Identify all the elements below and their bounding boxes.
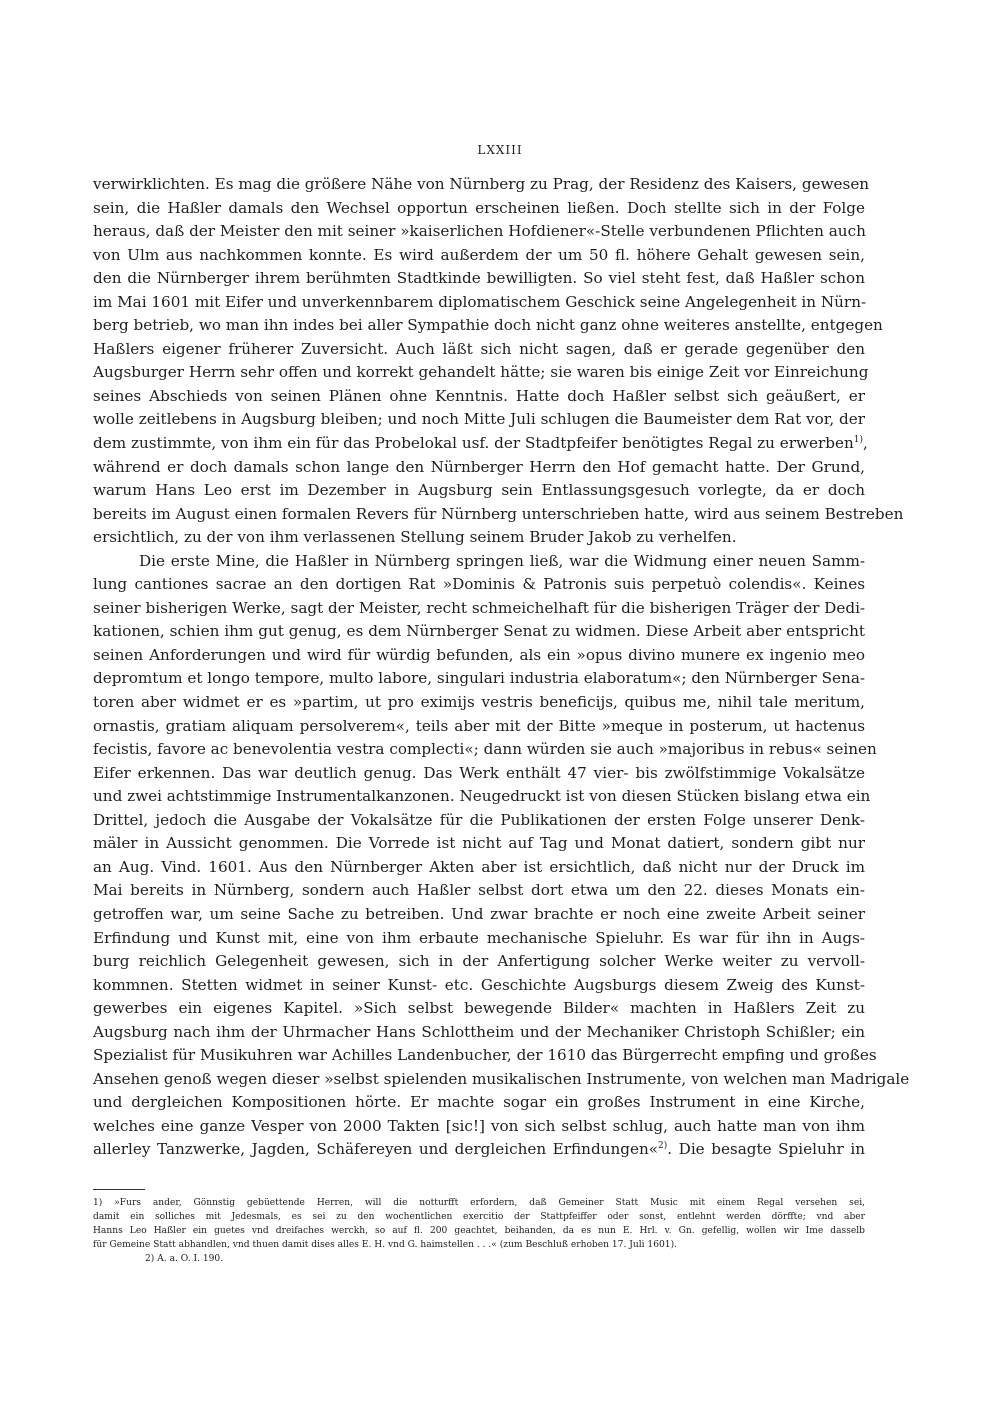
text-line: von Ulm aus nachkommen konnte. Es wird außerdem der um 50 fl. höhere Gehalt gewesen sein, [93,245,865,264]
text-line: getroffen war, um seine Sache zu betreiben. Und zwar brachte er noch eine zweite Arbeit seiner [93,904,865,923]
text-line: verwirklichten. Es mag die größere Nähe von Nürnberg zu Prag, der Residenz des Kaisers, gewesen [93,175,870,193]
text-line: Drittel, jedoch die Ausgabe der Vokalsätze für die Publikationen der ersten Folge unserer Denk- [93,810,865,829]
text-line: toren aber widmet er es »partim, ut pro eximijs vestris beneficijs, quibus me, nihil tale meritum, [93,693,865,712]
text-line: Augsburg nach ihm der Uhrmacher Hans Schlottheim und der Mechaniker Christoph Schißler; ein [93,1022,865,1041]
text-line: gewerbes ein eigenes Kapitel. »Sich selbst bewegende Bilder« machten in Haßlers Zeit zu [93,999,865,1018]
text-line: fecistis, favore ac benevolentia vestra complecti«; dann würden sie auch »majoribus in rebus« seinen [93,740,877,759]
text-line: ornastis, gratiam aliquam persolverem«, teils aber mit der Bitte »meque in posterum, ut hactenus [93,716,865,735]
text-line: und zwei achtstimmige Instrumentalkanzonen. Neugedruckt ist von diesen Stücken bislang etwa ein [93,787,871,806]
footnote-line: 1) »Furs ander, Gönnstig gebüettende Herren, will die notturfft erfordern, daß Gemeiner Statt Music mit einem Regal versehen sei, [93,1198,865,1208]
text-line: depromtum et longo tempore, multo labore, singulari industria elaboratum«; den Nürnberger Sena- [93,669,865,688]
text-line: welches eine ganze Vesper von 2000 Takten [sic!] von sich selbst schlug, auch hatte man von ihm [93,1116,865,1135]
text-line: heraus, daß der Meister den mit seiner »kaiserlichen Hofdiener«-Stelle verbundenen Pflichten auch [93,222,866,241]
line-text-part: . Die besagte Spieluhr in [667,1140,865,1159]
text-line: seiner bisherigen Werke, sagt der Meister, recht schmeichelhaft für die bisherigen Träger der Dedi- [93,598,866,617]
text-line: sein, die Haßler damals den Wechsel opportun erscheinen ließen. Doch stellte sich in der Folge [93,198,865,217]
text-line: Ansehen genoß wegen dieser »selbst spielenden musikalischen Instrumente, von welchen man Madrigale [93,1069,910,1088]
text-line: während er doch damals schon lange den Nürnberger Herrn den Hof gemacht hatte. Der Grund, [93,457,865,476]
footnote-divider [93,1189,145,1190]
text-line-with-footnote: dem zustimmte, von ihm ein für das Probelokal usf. der Stadtpfeifer benötigtes Regal zu erwerben$^{1)}$, [93,434,868,453]
text-line: Haßlers eigener früherer Zuversicht. Auch läßt sich nicht sagen, daß er gerade gegenüber den [93,339,865,358]
text-line: seinen Anforderungen und wird für würdig befunden, als ein »opus divino munere ex ingenio meo [93,645,865,664]
text-line: den die Nürnberger ihrem berühmten Stadtkinde bewilligten. So viel steht fest, daß Haßler schon [93,269,865,288]
main-text [93,173,910,1162]
text-line: burg reichlich Gelegenheit gewesen, sich in der Anfertigung solcher Werke weiter zu vervoll- [93,952,865,971]
text-line: seines Abschieds von seinen Plänen ohne Kenntnis. Hatte doch Haßler selbst sich geäußert, er [93,386,865,405]
text-line: wolle zeitlebens in Augsburg bleiben; und noch Mitte Juli schlugen die Baumeister dem Rat vor, der [93,410,865,429]
text-line: lung cantiones sacrae an den dortigen Rat »Dominis & Patronis suis perpetuò colendis«. Keines [93,575,865,594]
text-line: kationen, schien ihm gut genug, es dem Nürnberger Senat zu widmen. Diese Arbeit aber entspricht [93,622,865,641]
text-line: mäler in Aussicht genommen. Die Vorrede ist nicht auf Tag und Monat datiert, sondern gibt nur [93,834,865,853]
line-text: dem zustimmte, von ihm ein für das Probelokal usf. der Stadtpfeifer benötigtes Regal zu erwerben [93,434,854,453]
text-line: bereits im August einen formalen Revers für Nürnberg unterschrieben hatte, wird aus seinem Bestreben [93,504,904,523]
text-line: Erfindung und Kunst mit, eine von ihm erbaute mechanische Spieluhr. Es war für ihn in Augs- [93,928,865,947]
text-line: Spezialist für Musikuhren war Achilles Landenbucher, der 1610 das Bürgerrecht empfing und großes [93,1046,877,1065]
page-number: LXXIII [477,143,523,157]
text-line: und dergleichen Kompositionen hörte. Er machte sogar ein großes Instrument in eine Kirche, [93,1093,865,1112]
text-line-with-footnote [93,1138,865,1162]
footnote-ref-2: 2) [658,1141,668,1152]
footnote-ref-1: 1) [853,435,863,446]
text-line: kommnen. Stetten widmet in seiner Kunst- etc. Geschichte Augsburgs diesem Zweig des Kunst- [93,975,865,994]
paragraph-start-line: Die erste Mine, die Haßler in Nürnberg springen ließ, war die Widmung einer neuen Samm- [139,551,865,570]
footnote-line: für Gemeine Statt abhandlen, vnd thuen damit dises alles E. H. vnd G. haimstellen . . .« (zum Beschluß erhoben 17. Juli 1601). [93,1240,678,1250]
footnote-line: 2) A. a. O. I. 190. [145,1254,224,1264]
line-text-part: allerley Tanzwerke, Jagden, Schäfereyen und dergleichen Erfindungen« [93,1140,659,1159]
text-line: ersichtlich, zu der von ihm verlassenen Stellung seinem Bruder Jakob zu verhelfen. [93,528,737,547]
text-line: Eifer erkennen. Das war deutlich genug. Das Werk enthält 47 vier- bis zwölfstimmige Vokalsätze [93,763,865,782]
text-line: warum Hans Leo erst im Dezember in Augsburg sein Entlassungsgesuch vorlegte, da er doch [93,481,865,500]
text-line: Augsburger Herrn sehr offen und korrekt gehandelt hätte; sie waren bis einige Zeit vor Einreichung [93,363,869,382]
text-line: Mai bereits in Nürnberg, sondern auch Haßler selbst dort etwa um den 22. dieses Monats ein- [93,881,865,900]
footnote-line: Hanns Leo Haßler ein guetes vnd dreifaches werckh, so auf fl. 200 geachtet, beihanden, da es nun E. Hrl. v. Gn. gefellig, wollen wir Ime dasselb [93,1226,865,1236]
text-line: berg betrieb, wo man ihn indes bei aller Sympathie doch nicht ganz ohne weiteres anstellte, entgegen [93,316,883,335]
footnote-line: damit ein solliches mit Jedesmals, es sei zu den wochentlichen exercitio der Stattpfeiffer oder sonst, entlehnt werden dörffte; vnd aber [93,1212,865,1222]
footnotes [93,1196,865,1266]
text-line: im Mai 1601 mit Eifer und unverkennbarem diplomatischem Geschick seine Angelegenheit in Nürn- [93,292,867,311]
text-line: an Aug. Vind. 1601. Aus den Nürnberger Akten aber ist ersichtlich, daß nicht nur der Druck im [93,857,865,876]
